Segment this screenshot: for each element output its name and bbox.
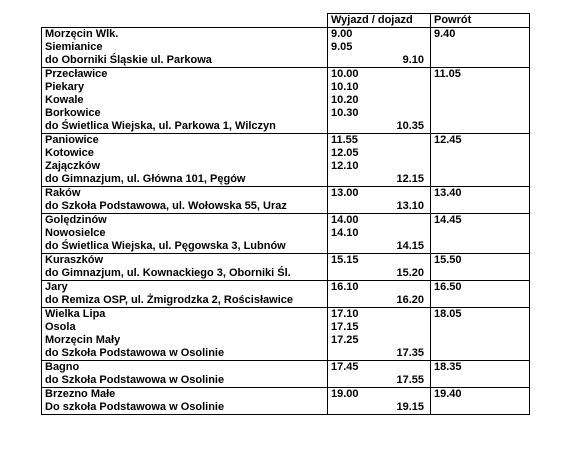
return-time: 16.50 [434, 281, 462, 293]
return-cell [431, 361, 530, 388]
departure-time: 14.10 [331, 227, 359, 239]
stop-label: Kotowice [45, 147, 94, 159]
departure-time: 11.55 [331, 134, 358, 146]
table-row [42, 254, 530, 281]
departure-cell [328, 28, 431, 68]
arrival-time: 17.55 [396, 374, 424, 386]
arrival-time: 17.35 [396, 347, 424, 359]
stop-label: Raków [45, 187, 81, 199]
places-cell [42, 308, 328, 361]
departure-cell [328, 254, 431, 281]
destination-label: do Remiza OSP, ul. Żmigrodzka 2, Rościsławice [45, 294, 293, 306]
header-return: Powrót [431, 14, 530, 28]
departure-cell [328, 214, 431, 254]
departure-time: 17.45 [331, 361, 359, 373]
stop-label: Bagno [45, 361, 80, 373]
places-cell [42, 68, 328, 134]
departure-time: 13.00 [331, 187, 359, 199]
return-cell [431, 388, 530, 415]
departure-time: 10.30 [331, 107, 359, 119]
destination-label: do Świetlica Wiejska, ul. Pęgowska 3, Lubnów [45, 240, 286, 252]
stop-label: Golędzinów [45, 214, 107, 226]
departure-time: 17.10 [331, 308, 359, 320]
departure-cell [328, 134, 431, 187]
schedule-table [41, 13, 530, 415]
places-cell [42, 254, 328, 281]
departure-time: 19.00 [331, 388, 359, 400]
departure-time: 14.00 [331, 214, 359, 226]
stop-label: Siemianice [45, 41, 103, 53]
return-cell [431, 187, 530, 214]
arrival-time: 12.15 [396, 173, 424, 185]
return-cell [431, 281, 530, 308]
departure-cell [328, 68, 431, 134]
departure-time: 12.10 [331, 160, 359, 172]
stop-label: Morzęcin Wlk. [45, 28, 119, 40]
departure-cell [328, 388, 431, 415]
arrival-time: 14.15 [396, 240, 424, 252]
arrival-time: 15.20 [396, 267, 424, 279]
places-cell [42, 214, 328, 254]
table-row [42, 187, 530, 214]
departure-time: 9.00 [331, 28, 353, 40]
return-time: 19.40 [434, 388, 462, 400]
return-time: 9.40 [434, 28, 456, 40]
destination-label: do Szkoła Podstawowa w Osolinie [45, 347, 225, 359]
stop-label: Przecławice [45, 68, 108, 80]
return-time: 15.50 [434, 254, 462, 266]
return-cell [431, 308, 530, 361]
departure-time: 17.15 [331, 321, 359, 333]
header-row [42, 14, 530, 28]
arrival-time: 19.15 [396, 401, 424, 413]
departure-time: 12.05 [331, 147, 359, 159]
places-cell [42, 187, 328, 214]
table-row [42, 281, 530, 308]
places-cell [42, 134, 328, 187]
return-cell [431, 68, 530, 134]
destination-label: do Świetlica Wiejska, ul. Parkowa 1, Wilczyn [45, 120, 276, 132]
departure-cell [328, 308, 431, 361]
destination-label: do Gimnazjum, ul. Kownackiego 3, Oborniki Śl. [45, 267, 291, 279]
stop-label: Brzezno Małe [45, 388, 116, 400]
return-time: 12.45 [434, 134, 462, 146]
return-cell [431, 214, 530, 254]
destination-label: Do szkoła Podstawowa w Osolinie [45, 401, 225, 413]
destination-label: do Szkoła Podstawowa, ul. Wołowska 55, Uraz [45, 200, 287, 212]
arrival-time: 13.10 [396, 200, 424, 212]
stop-label: Zajączków [45, 160, 101, 172]
arrival-time: 9.10 [402, 54, 424, 66]
stop-label: Jary [45, 281, 68, 293]
departure-time: 10.10 [331, 81, 359, 93]
arrival-time: 10.35 [396, 120, 424, 132]
destination-label: do Gimnazjum, ul. Główna 101, Pęgów [45, 173, 246, 185]
departure-time: 10.20 [331, 94, 359, 106]
stop-label: Kowale [45, 94, 84, 106]
return-cell [431, 254, 530, 281]
stop-label: Wielka Lipa [45, 308, 106, 320]
table-row [42, 68, 530, 134]
departure-time: 15.15 [331, 254, 359, 266]
stop-label: Morzęcin Mały [45, 334, 121, 346]
table-row [42, 308, 530, 361]
stop-label: Piekary [45, 81, 85, 93]
places-cell [42, 388, 328, 415]
destination-label: do Oborniki Śląskie ul. Parkowa [45, 54, 212, 66]
return-cell [431, 134, 530, 187]
header-departure: Wyjazd / dojazd [328, 14, 431, 28]
return-time: 13.40 [434, 187, 462, 199]
stop-label: Kuraszków [45, 254, 104, 266]
return-time: 18.05 [434, 308, 462, 320]
departure-cell [328, 187, 431, 214]
places-cell [42, 361, 328, 388]
departure-cell [328, 361, 431, 388]
departure-time: 17.25 [331, 334, 359, 346]
table-row [42, 361, 530, 388]
stop-label: Borkowice [45, 107, 101, 119]
destination-label: do Szkoła Podstawowa w Osolinie [45, 374, 225, 386]
table-row [42, 28, 530, 68]
return-time: 18.35 [434, 361, 462, 373]
departure-time: 16.10 [331, 281, 359, 293]
return-cell [431, 28, 530, 68]
return-time: 14.45 [434, 214, 462, 226]
places-cell [42, 28, 328, 68]
departure-time: 9.05 [331, 41, 353, 53]
stop-label: Paniowice [45, 134, 99, 146]
table-row [42, 388, 530, 415]
table-row [42, 134, 530, 187]
stop-label: Osola [45, 321, 76, 333]
return-time: 11.05 [434, 68, 461, 80]
schedule-body [42, 28, 530, 415]
header-places [42, 14, 328, 28]
stop-label: Nowosielce [45, 227, 106, 239]
departure-time: 10.00 [331, 68, 359, 80]
table-row [42, 214, 530, 254]
departure-cell [328, 281, 431, 308]
places-cell [42, 281, 328, 308]
arrival-time: 16.20 [396, 294, 424, 306]
